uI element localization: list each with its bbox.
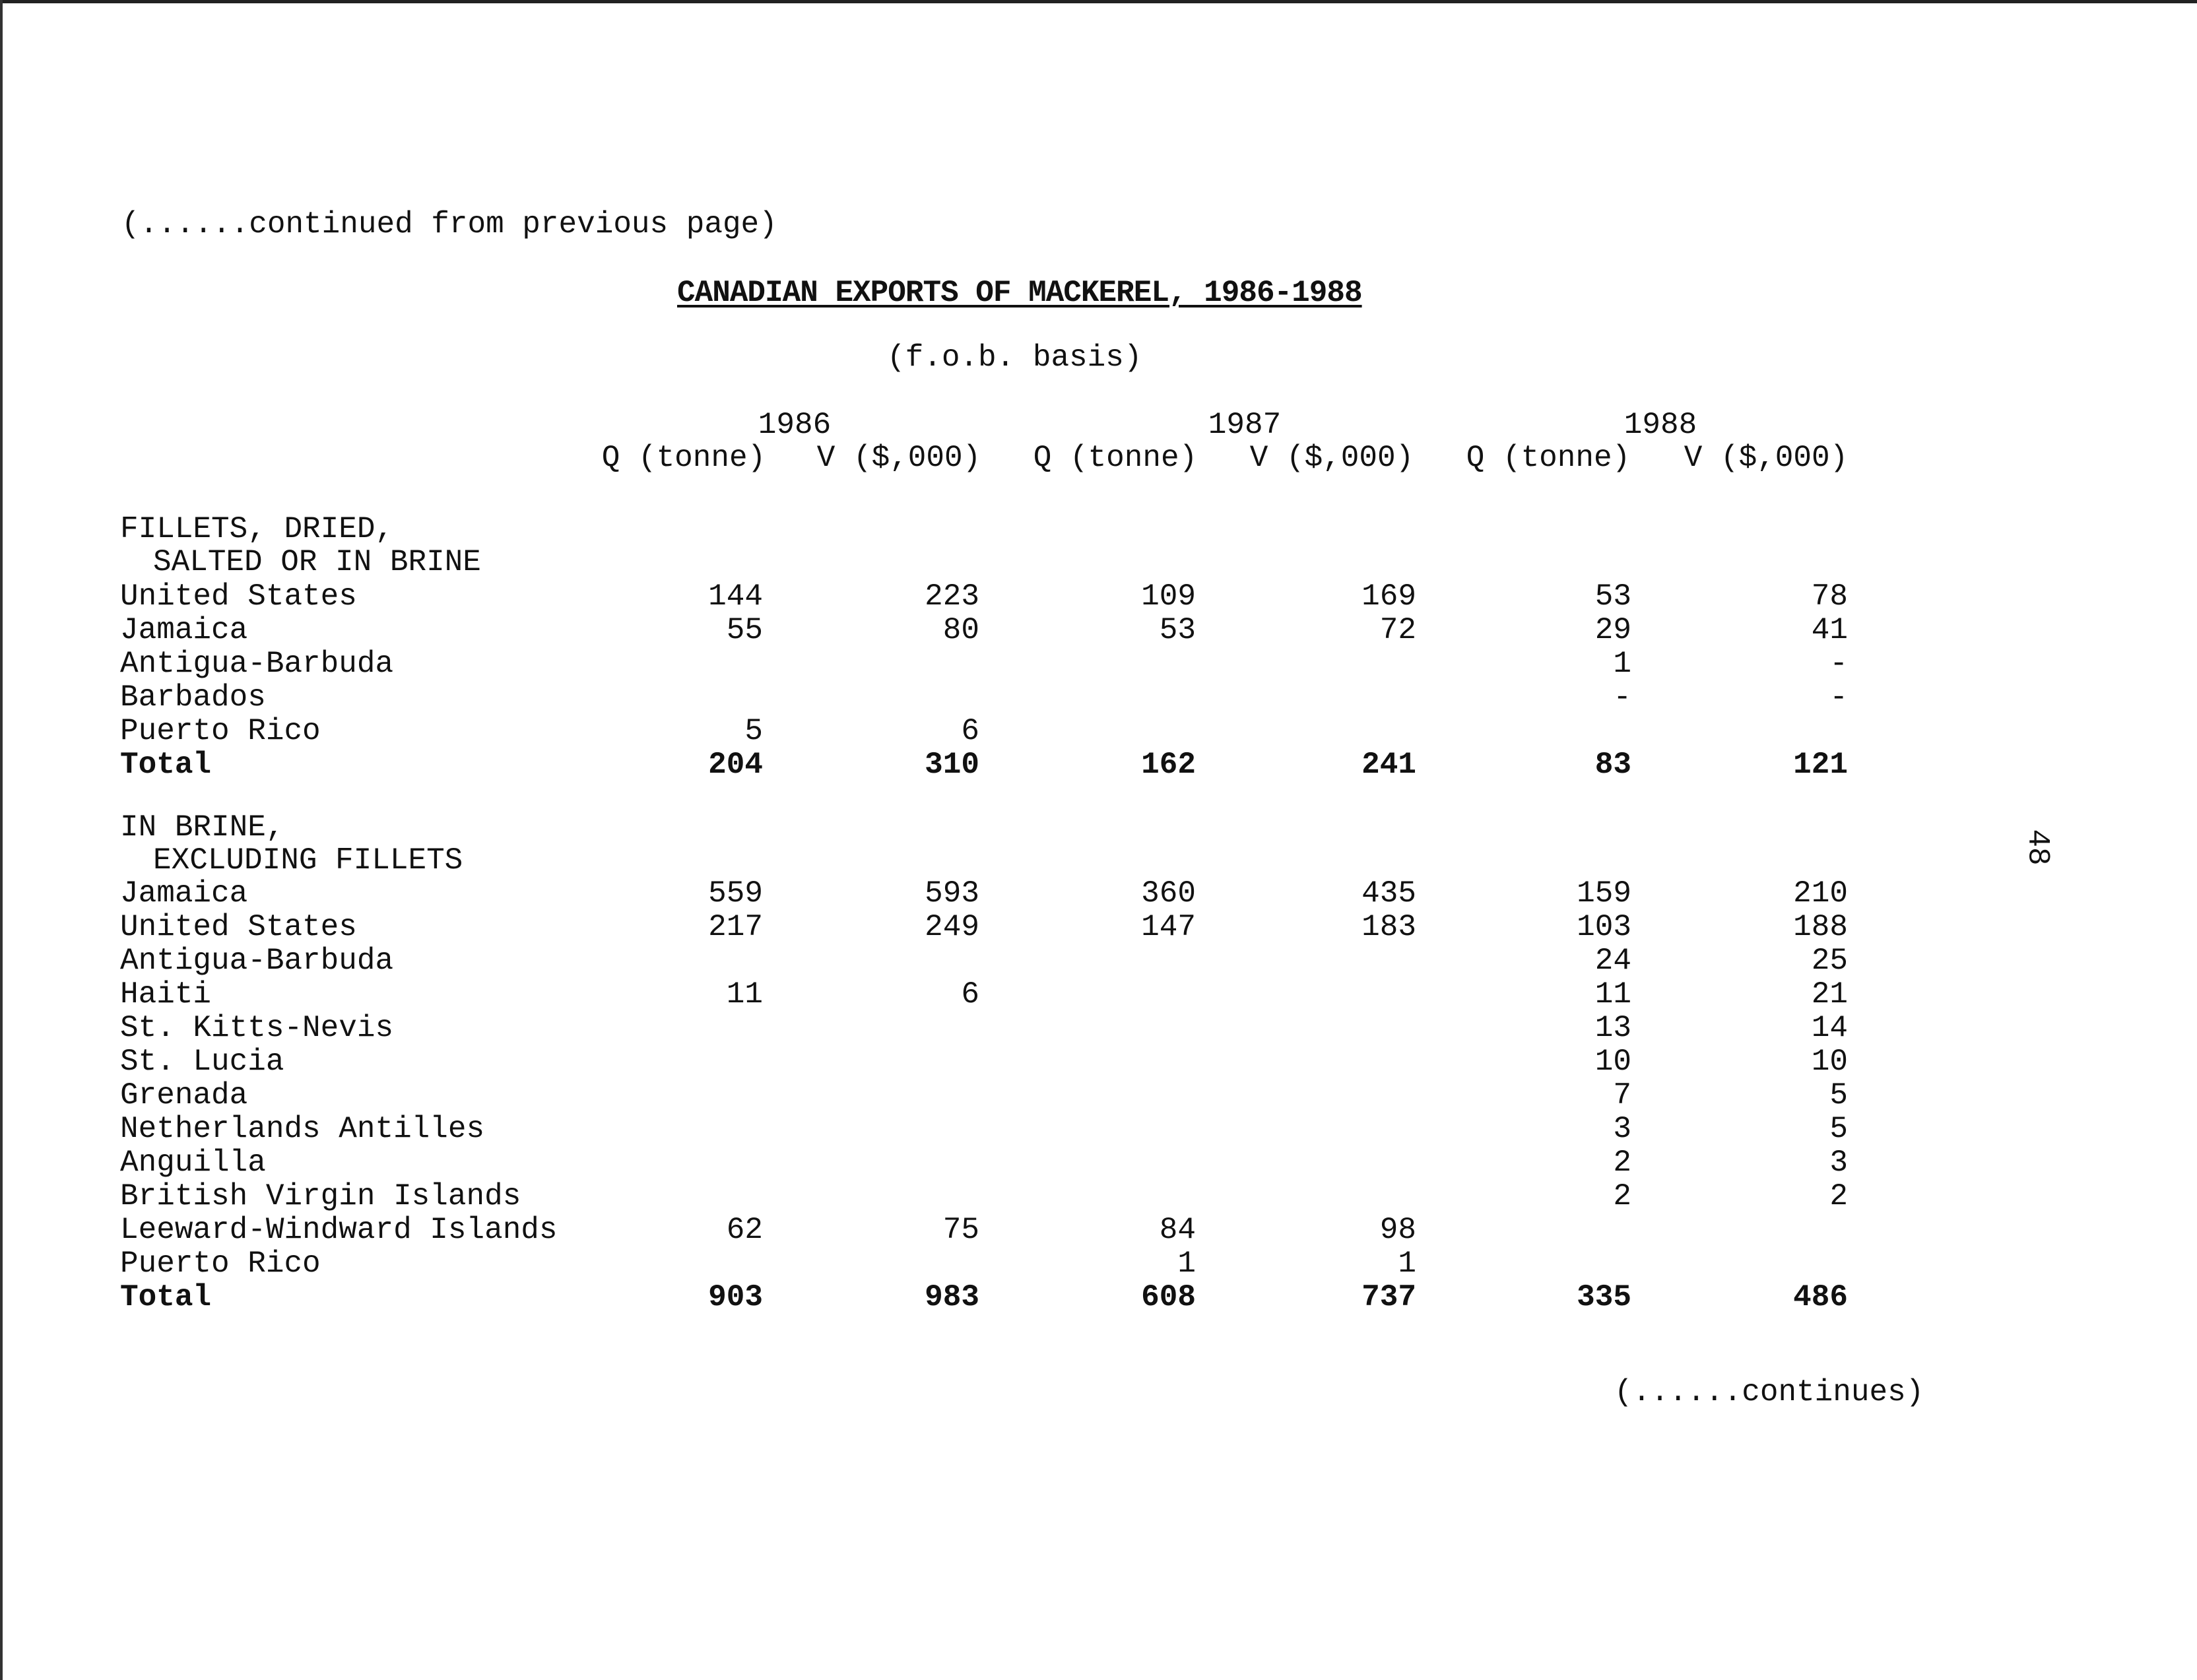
table-cell: 2 [1613, 1146, 1631, 1180]
total-row-label: Total [120, 1280, 212, 1314]
table-cell: 10 [1811, 1045, 1848, 1079]
table-cell: 360 [1141, 876, 1196, 911]
table-cell: 29 [1594, 613, 1631, 647]
table-cell: 144 [708, 579, 763, 614]
table-cell: 435 [1361, 876, 1416, 911]
row-label: United States [120, 910, 357, 944]
table-cell: 2 [1829, 1179, 1848, 1213]
table-cell: 5 [744, 714, 763, 748]
row-label: St. Lucia [120, 1045, 284, 1079]
table-cell: 210 [1793, 876, 1848, 911]
row-label: Leeward-Windward Islands [120, 1213, 558, 1247]
row-label: Anguilla [120, 1146, 266, 1180]
total-cell: 241 [1361, 748, 1416, 782]
table-cell: 183 [1361, 910, 1416, 944]
table-cell: 109 [1141, 579, 1196, 614]
row-label: Barbados [120, 680, 266, 715]
table-cell: 11 [726, 977, 763, 1012]
table-cell: 169 [1361, 579, 1416, 614]
table-cell: 14 [1811, 1011, 1848, 1045]
table-cell: 72 [1379, 613, 1416, 647]
row-label: Grenada [120, 1078, 248, 1113]
continues-note: (......continues) [1614, 1375, 1924, 1409]
table-cell: 7 [1613, 1078, 1631, 1113]
row-label: Jamaica [120, 876, 248, 911]
total-cell: 486 [1793, 1280, 1848, 1314]
table-cell: 1 [1613, 647, 1631, 681]
row-label: British Virgin Islands [120, 1179, 521, 1213]
table-cell: 2 [1613, 1179, 1631, 1213]
row-label: Antigua-Barbuda [120, 647, 394, 681]
total-cell: 608 [1141, 1280, 1196, 1314]
table-cell: 84 [1159, 1213, 1196, 1247]
table-cell: 21 [1811, 977, 1848, 1012]
row-label: Puerto Rico [120, 1246, 321, 1281]
table-cell: 13 [1594, 1011, 1631, 1045]
column-header-q-1986: Q (tonne) [601, 441, 766, 475]
table-cell: 55 [726, 613, 763, 647]
table-cell: 1 [1398, 1246, 1416, 1281]
table-cell: 223 [925, 579, 979, 614]
table-cell: 188 [1793, 910, 1848, 944]
table-cell: 6 [961, 977, 979, 1012]
table-cell: 1 [1177, 1246, 1196, 1281]
column-header-q-1988: Q (tonne) [1466, 441, 1631, 475]
row-label: Netherlands Antilles [120, 1112, 485, 1146]
total-cell: 310 [925, 748, 979, 782]
section-title-brine-line1: IN BRINE, [120, 810, 284, 845]
column-header-v-1988: V ($,000) [1684, 441, 1849, 475]
continued-note: (......continued from previous page) [121, 207, 777, 242]
table-cell: 10 [1594, 1045, 1631, 1079]
table-cell: 3 [1613, 1112, 1631, 1146]
table-cell: 62 [726, 1213, 763, 1247]
table-cell: 98 [1379, 1213, 1416, 1247]
column-header-q-1987: Q (tonne) [1033, 441, 1198, 475]
year-header-1988: 1988 [1623, 408, 1697, 442]
table-cell: 80 [942, 613, 979, 647]
page-title: CANADIAN EXPORTS OF MACKEREL, 1986-1988 [677, 276, 1362, 310]
table-cell: 25 [1811, 944, 1848, 978]
table-cell: 217 [708, 910, 763, 944]
total-row-label: Total [120, 748, 212, 782]
table-cell: - [1829, 647, 1848, 681]
total-cell: 335 [1577, 1280, 1631, 1314]
section-title-fillets-line2: SALTED OR IN BRINE [153, 545, 481, 579]
table-cell: 24 [1594, 944, 1631, 978]
section-title-brine-line2: EXCLUDING FILLETS [153, 843, 463, 878]
table-cell: 147 [1141, 910, 1196, 944]
left-border-line [0, 0, 3, 1680]
table-cell: 11 [1594, 977, 1631, 1012]
table-cell: 3 [1829, 1146, 1848, 1180]
table-cell: 75 [942, 1213, 979, 1247]
table-cell: 5 [1829, 1112, 1848, 1146]
row-label: United States [120, 579, 357, 614]
column-header-v-1987: V ($,000) [1249, 441, 1414, 475]
row-label: St. Kitts-Nevis [120, 1011, 394, 1045]
row-label: Jamaica [120, 613, 248, 647]
table-cell: 53 [1594, 579, 1631, 614]
total-cell: 903 [708, 1280, 763, 1314]
table-cell: 559 [708, 876, 763, 911]
table-cell: 5 [1829, 1078, 1848, 1113]
table-cell: 6 [961, 714, 979, 748]
year-header-1987: 1987 [1208, 408, 1282, 442]
table-cell: 593 [925, 876, 979, 911]
page-subtitle: (f.o.b. basis) [887, 340, 1142, 375]
total-cell: 83 [1594, 748, 1631, 782]
table-cell: 78 [1811, 579, 1848, 614]
top-border-line [0, 0, 2197, 3]
column-header-v-1986: V ($,000) [816, 441, 981, 475]
table-cell: - [1613, 680, 1631, 715]
table-cell: 41 [1811, 613, 1848, 647]
table-cell: 249 [925, 910, 979, 944]
table-cell: 103 [1577, 910, 1631, 944]
row-label: Puerto Rico [120, 714, 321, 748]
table-cell: 159 [1577, 876, 1631, 911]
page-number: 48 [2020, 829, 2055, 866]
total-cell: 737 [1361, 1280, 1416, 1314]
row-label: Haiti [120, 977, 212, 1012]
year-header-1986: 1986 [758, 408, 832, 442]
table-cell: 53 [1159, 613, 1196, 647]
total-cell: 204 [708, 748, 763, 782]
total-cell: 983 [925, 1280, 979, 1314]
table-cell: - [1829, 680, 1848, 715]
total-cell: 162 [1141, 748, 1196, 782]
total-cell: 121 [1793, 748, 1848, 782]
row-label: Antigua-Barbuda [120, 944, 394, 978]
section-title-fillets-line1: FILLETS, DRIED, [120, 512, 394, 546]
